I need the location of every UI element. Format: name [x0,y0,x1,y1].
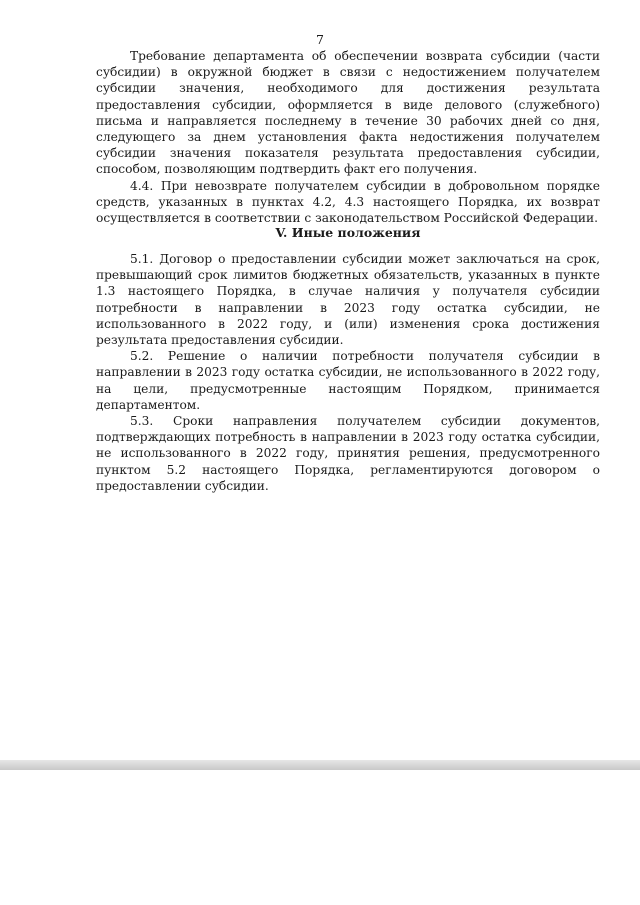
page-number: 7 [316,32,324,47]
paragraph-5-3: 5.3. Сроки направления получателем субсидии документов, подтверждающих потребность в направлении в 2023 году остатка субсидии, не использованного в 2022 году, принятия решения, предусмотренного пунктом 5.2 настоящего Порядка, регламентируются договором о предоставлении субсидии. [96,414,600,493]
paragraph-4-3-continuation: Требование департамента об обеспечении возврата субсидии (части субсидии) в окружной бюджет в связи с недостижением получателем субсидии значения, необходимого для достижения результата предоставления субсидии, оформляется в виде делового (служебного) письма и направляется последнему в течение 30 рабочих дней со дня, следующего за днем установления факта недостижения получателем субсидии значения показателя результата предоставления субсидии, способом, позволяющим подтвердить факт его получения. [96,49,600,177]
section-5-title: V. Иные положения [275,225,421,240]
section-4-text [96,48,600,226]
scan-edge-shadow [0,760,640,770]
section-5-text [96,251,600,494]
paragraph-5-2: 5.2. Решение о наличии потребности получателя субсидии в направлении в 2023 году остатка субсидии, не использованного в 2022 году, на цели, предусмотренные настоящим Порядком, принимается департаментом. [96,349,600,412]
paragraph-5-1: 5.1. Договор о предоставлении субсидии может заключаться на срок, превышающий срок лимитов бюджетных обязательств, указанных в пункте 1.3 настоящего Порядка, в случае наличия у получателя субсидии потребности в направлении в 2023 году остатка субсидии, не использованного в 2022 году, и (или) изменения срока достижения результата предоставления субсидии. [96,252,600,348]
paragraph-4-4: 4.4. При невозврате получателем субсидии в добровольном порядке средств, указанных в пунктах 4.2, 4.3 настоящего Порядка, их возврат осуществляется в соответствии с законодательством Российской Федерации. [96,178,600,226]
